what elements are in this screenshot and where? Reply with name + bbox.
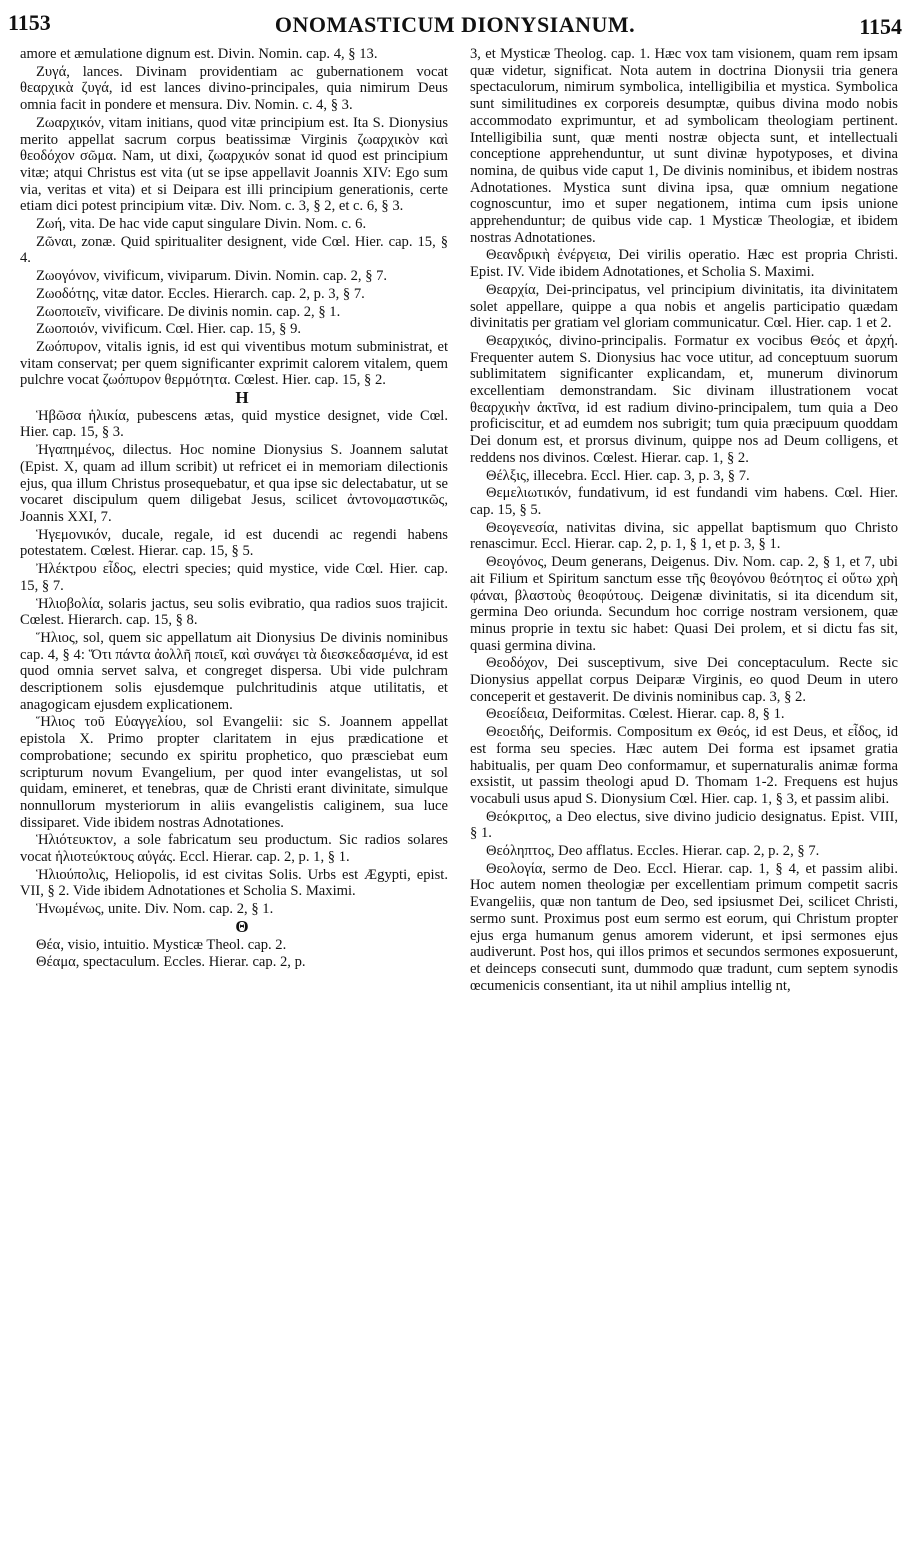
entry-paragraph: Ζωοδότης, vitæ dator. Eccles. Hierarch. cap. 2, p. 3, § 7. — [36, 285, 365, 302]
entry-paragraph: Ζῶναι, zonæ. Quid spiritualiter designent, vide Cœl. Hier. cap. 15, § 4. — [20, 233, 448, 267]
page-number-right: 1154 — [859, 14, 902, 39]
entry-paragraph: Ἥλιος, sol, quem sic appellatum ait Dionysius De divinis nominibus cap. 4, § 4: Ὅτι πάντα ἀολλῆ ποιεῖ, καὶ συνάγει τὰ διεσκεδασμένα, id est quod omnia servet salva, et congreget dispersa. Ubi vide pulchram descriptionem solis ejusdemque pulchritudinis atque utilitatis, et anagogicam ejusdem explicationem. — [20, 629, 448, 713]
entry-paragraph: Θεοδόχον, Dei susceptivum, sive Dei conceptaculum. Recte sic Dionysius appellat corpus Deiparæ Virginis, eo quod Deum in utero conceperit et gestaverit. De divinis nominibus cap. 3, § 2. — [470, 655, 898, 705]
entry-paragraph: Θεανδρικὴ ἐνέργεια, Dei virilis operatio. Hæc est propria Christi. Epist. IV. Vide ibidem Adnotationes, et Scholia S. Maximi. — [470, 247, 898, 281]
entry-paragraph: Θεόληπτος, Deo afflatus. Eccles. Hierar. cap. 2, p. 2, § 7. — [486, 843, 820, 860]
entry-paragraph: Ζωοποιεῖν, vivificare. De divinis nomin. cap. 2, § 1. — [36, 303, 341, 320]
entry-paragraph: Θεογενεσία, nativitas divina, sic appellat baptismum quo Christo renascimur. Eccl. Hierar. cap. 2, p. 1, § 1, et p. 3, § 1. — [470, 519, 898, 553]
entry-paragraph: Ζωοποιόν, vivificum. Cœl. Hier. cap. 15, § 9. — [36, 321, 302, 338]
entry-paragraph: Θέαμα, spectaculum. Eccles. Hierar. cap. 2, p. — [36, 954, 306, 971]
entry-paragraph: Ἠγαπημένος, dilectus. Hoc nomine Dionysius S. Joannem salutat (Epist. X, quam ad illum scribit) ut refricet ei in memoriam dilectionis ejus, qua illum Christus prosequebatur, et qua ipse sic delectabatur, ut se vocaret discipulum quem diligebat Jesus, scilicet ἀντονομαστικῶς, Joannis XXI, 7. — [20, 442, 448, 525]
entry-paragraph: Ἡγεμονικόν, ducale, regale, id est ducendi ac regendi habens potestatem. Cœlest. Hierar. cap. 15, § 5. — [20, 526, 448, 560]
entry-paragraph: Ἠλέκτρου εἶδος, electri species; quid mystice, vide Cœl. Hier. cap. 15, § 7. — [20, 561, 448, 594]
section-heading-theta: Θ — [235, 916, 249, 936]
entry-paragraph: Θέλξις, illecebra. Eccl. Hier. cap. 3, p. 3, § 7. — [486, 467, 750, 484]
entry-paragraph: Θεογόνος, Deum generans, Deigenus. Div. Nom. cap. 2, § 1, et 7, ubi ait Filium et Spiritum sanctum esse τῆς θεογόνου θεότητος εἰ οὕτω χρὴ φάναι, βλαστοὺς θεοφύτους. Deigenæ divinitatis, si ita dicendum sit, germina Deo oriunda. Secundum hoc corrige nostram versionem, quæ minus proprie in textu sic habet: Quasi Dei prolem, et si dictu fas sit, quasi germina divina. — [470, 554, 898, 654]
page-number-left: 1153 — [8, 10, 51, 35]
left-column — [20, 46, 448, 972]
entry-paragraph: Θεαρχία, Dei-principatus, vel principium divinitatis, ita divinitatem solet appellare, quippe a qua nobis et angelis participatio quædam divinitatis per gratiam vel gloriam communicatur. Cœl. Hier. cap. 1 et 2. — [470, 281, 898, 332]
entry-paragraph: Ἥλιος τοῦ Εὐαγγελίου, sol Evangelii: sic S. Joannem appellat epistola X. Primo propter claritatem in ejus prædicatione et comprobatione; secundo ex spiritu prophetico, quo præsciebat eum scripturum novum Evangelium, per quod inter evangelistas, ut sol quidam, emineret, et tenebras, quæ de Christi erant divinitate, simulque nonnullorum mysteriorum in aliis evangelistis caliginem, sua luce dissiparet. Vide ibidem nostras Adnotationes. — [20, 714, 448, 831]
entry-paragraph: Θεολογία, sermo de Deo. Eccl. Hierar. cap. 1, § 4, et passim alibi. Hoc autem nomen theologiæ per excellentiam primum competit sacris Evangeliis, quæ non tantum de Deo, sed ipsiusmet Dei, scilicet Christi, sermo sunt. Proximus post eum sermo est eorum, qui Christum propter ejus erga humanum genus amorem viderunt, et ipsi sermones ejus audiverunt. Post hos, qui illos primos et secundos sermones exposuerunt, et deinceps consecuti sunt, dummodo quæ tradunt, cum septem synodis œcumenicis consentiant, ita ut nihil amplius intellig nt, — [470, 860, 898, 994]
entry-paragraph: Θεόκριτος, a Deo electus, sive divino judicio designatus. Epist. VIII, § 1. — [470, 808, 898, 842]
entry-paragraph: Ζωαρχικόν, vitam initians, quod vitæ principium est. Ita S. Dionysius merito appellat sacrum corpus beatissimæ Virginis ζωαρχικὸν καὶ θεοδόχον σῶμα. Nam, ut dixi, ζωαρχικόν sonat id quod est principium vitæ; atqui Christus est vita (ut se ipse appellavit Joannis XIV: Ego sum via, veritas et vita) et si Deipara est illi principium generationis, certe etiam dici potest principium vitæ. Div. Nom. c. 3, § 2, et c. 6, § 3. — [20, 114, 448, 215]
entry-paragraph: Θέα, visio, intuitio. Mysticæ Theol. cap. 2. — [36, 936, 287, 953]
entry-paragraph: Ἡνωμένως, unite. Div. Nom. cap. 2, § 1. — [36, 901, 274, 918]
entry-paragraph: Θεαρχικός, divino-principalis. Formatur ex vocibus Θεός et ἀρχή. Frequenter autem S. Dionysius hac voce utitur, ad conceptuum suorum sublimitatem significanter explicandam, et, munerum divinorum excellentiam demonstrandam. Sic divinam illustrationem vocat θεαρχικὴν ἀκτῖνα, id est radium divino-principalem, tum quia a Deo proficiscitur, et ad eumdem nos subrigit; tum quia præcipuum quoddam Dei donum est, et prorsus divinum, quippe nos ad Deum colligens, et reddens nos divinos. Cœlest. Hierar. cap. 1, § 2. — [470, 332, 898, 466]
entry-paragraph: Ἡλιούπολις, Heliopolis, id est civitas Solis. Urbs est Ægypti, epist. VII, § 2. Vide ibidem Adnotationes et Scholia S. Maximi. — [20, 866, 448, 900]
entry-paragraph: Ζωόπυρον, vitalis ignis, id est qui viventibus motum subministrat, et vitam conservat; per quem significanter exprimit calorem vitalem, quem pulchre vocat ζωόπυρον θερμότητα. Cœlest. Hier. cap. 15, § 2. — [20, 338, 448, 389]
entry-paragraph: Θεοειδής, Deiformis. Compositum ex Θεός, id est Deus, et εἶδος, id est forma seu species. Hæc autem Dei forma est ipsamet gratia habitualis, per quam Deo conformamur, et supernaturalis animæ forma exsistit, ut passim theologi apud D. Thomam 1-2. Frequens est hujus vocabuli usus apud S. Dionysium Cœl. Hier. cap. 1, § 3, et passim alibi. — [470, 724, 898, 807]
entry-paragraph: Ζωογόνον, vivificum, viviparum. Divin. Nomin. cap. 2, § 7. — [36, 268, 388, 285]
running-header — [8, 10, 902, 40]
entry-paragraph: Ἡβῶσα ἡλικία, pubescens ætas, quid mystice designet, vide Cœl. Hier. cap. 15, § 3. — [20, 407, 448, 441]
section-heading-eta: H — [235, 388, 249, 408]
entry-paragraph: Ζυγά, lances. Divinam providentiam ac gubernationem vocat θεαρχικὰ ζυγά, id est lances divino-principales, quia nimirum Deus omnia facit in pondere et mensura. Div. Nomin. c. 4, § 3. — [20, 63, 448, 114]
entry-paragraph: Θεοείδεια, Deiformitas. Cœlest. Hierar. cap. 8, § 1. — [486, 706, 785, 723]
entry-paragraph: 3, et Mysticæ Theolog. cap. 1. Hæc vox tam visionem, quam rem ipsam quæ videtur, significat. Nota autem in doctrina Dionysii tria genera spectaculorum, nimirum symbolica, intelligibilia et mystica. Symbolica sunt similitudines ex corporeis desumptæ, quibus divina modo nobis accommodato exprimuntur, et ad symbolicam theologiam pertinent. Intelligibilia sunt, quæ menti nostræ objecta sunt, et intellectuali conceptione apprehenduntur, ut sunt divinæ hypotyposes, et divina nomina, de quibus vide caput 1, De divinis nominibus, et ibidem nostras Adnotationes. Mystica sunt divina ipsa, quæ omnium negatione cognoscuntur, imo et super negationem, intima cum ipsis unione apprehenduntur; de quibus vide cap. 1 Mysticæ Theologiæ, et ibidem nostras Adnotationes. — [470, 46, 898, 246]
entry-paragraph: Ζωή, vita. De hac vide caput singulare Divin. Nom. c. 6. — [36, 216, 367, 233]
entry-paragraph: amore et æmulatione dignum est. Divin. Nomin. cap. 4, § 13. — [20, 46, 378, 62]
entry-paragraph: Ἡλιοβολία, solaris jactus, seu solis evibratio, qua radios suos trajicit. Cœlest. Hierarch. cap. 15, § 8. — [20, 595, 448, 629]
entry-paragraph: Θεμελιωτικόν, fundativum, id est fundandi vim habens. Cœl. Hier. cap. 15, § 5. — [470, 485, 898, 518]
running-title: ONOMASTICUM DIONYSIANUM. — [274, 12, 636, 37]
entry-paragraph: Ἡλιότευκτον, a sole fabricatum seu productum. Sic radios solares vocat ἡλιοτεύκτους αὐγάς. Eccl. Hierar. cap. 2, p. 1, § 1. — [20, 832, 448, 866]
right-column — [470, 46, 898, 995]
